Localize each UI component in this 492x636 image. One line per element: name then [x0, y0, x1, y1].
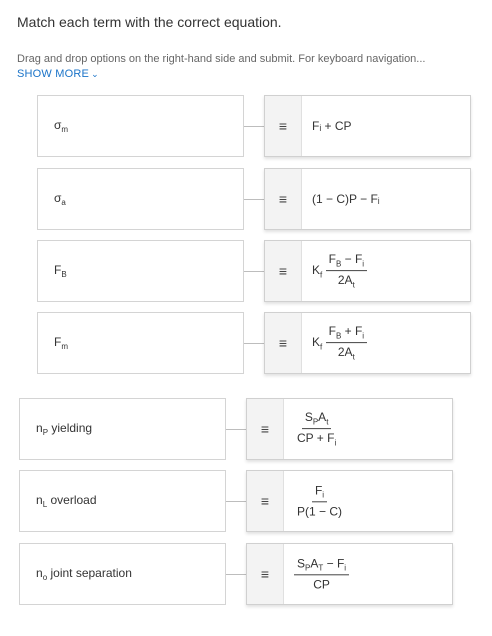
equation-text: $\frac{S_PA_t}{CP + F_i}$	[297, 410, 337, 448]
equation-option[interactable]	[246, 543, 453, 605]
equation-text: $K_f$ $\frac{F_B + F_i}{2A_t}$	[312, 324, 367, 362]
equation-text: $\frac{S_PA_T - F_i}{CP}$	[294, 556, 349, 591]
drag-handle-icon[interactable]: ≡	[265, 96, 302, 156]
show-more-link[interactable]	[17, 68, 99, 80]
equation-text: Fᵢ + CP	[312, 119, 352, 133]
connector-line	[244, 271, 264, 272]
term-box	[19, 543, 226, 605]
equation-option[interactable]	[264, 95, 471, 157]
instructions-text: Drag and drop options on the right-hand side and submit. For keyboard navigation...	[17, 53, 426, 65]
term-box	[37, 240, 244, 302]
question-title: Match each term with the correct equation.	[17, 14, 282, 30]
connector-line	[244, 343, 264, 344]
show-more-label: SHOW MORE	[17, 68, 90, 80]
connector-line	[244, 126, 264, 127]
equation-option[interactable]	[264, 312, 471, 374]
drag-handle-icon[interactable]: ≡	[265, 313, 302, 373]
term-label: $F_B$	[54, 262, 67, 280]
drag-handle-icon[interactable]: ≡	[247, 544, 284, 604]
equation-option[interactable]	[264, 240, 471, 302]
term-label: $\sigma_a$	[54, 190, 66, 208]
equation-option[interactable]	[246, 470, 453, 532]
term-label: $n_o$ joint separation	[36, 565, 132, 583]
chevron-down-icon: ⌄	[91, 69, 99, 79]
connector-line	[244, 199, 264, 200]
drag-handle-icon[interactable]: ≡	[265, 169, 302, 229]
term-label: $n_P$ yielding	[36, 420, 93, 438]
connector-line	[226, 429, 246, 430]
equation-text: (1 − C)P − Fᵢ	[312, 192, 380, 206]
equation-text: $\frac{F_i}{P(1 - C)}$	[297, 483, 343, 519]
connector-line	[226, 501, 246, 502]
term-box	[19, 398, 226, 460]
term-box	[37, 312, 244, 374]
drag-handle-icon[interactable]: ≡	[247, 471, 284, 531]
equation-option[interactable]	[246, 398, 453, 460]
drag-handle-icon[interactable]: ≡	[265, 241, 302, 301]
term-box	[19, 470, 226, 532]
equation-text: $K_f$ $\frac{F_B - F_i}{2A_t}$	[312, 252, 367, 290]
equation-option[interactable]	[264, 168, 471, 230]
drag-handle-icon[interactable]: ≡	[247, 399, 284, 459]
term-box	[37, 168, 244, 230]
term-label: $\sigma_m$	[54, 117, 69, 135]
connector-line	[226, 574, 246, 575]
term-label: $F_m$	[54, 334, 69, 352]
term-box	[37, 95, 244, 157]
term-label: $n_L$ overload	[36, 492, 97, 510]
